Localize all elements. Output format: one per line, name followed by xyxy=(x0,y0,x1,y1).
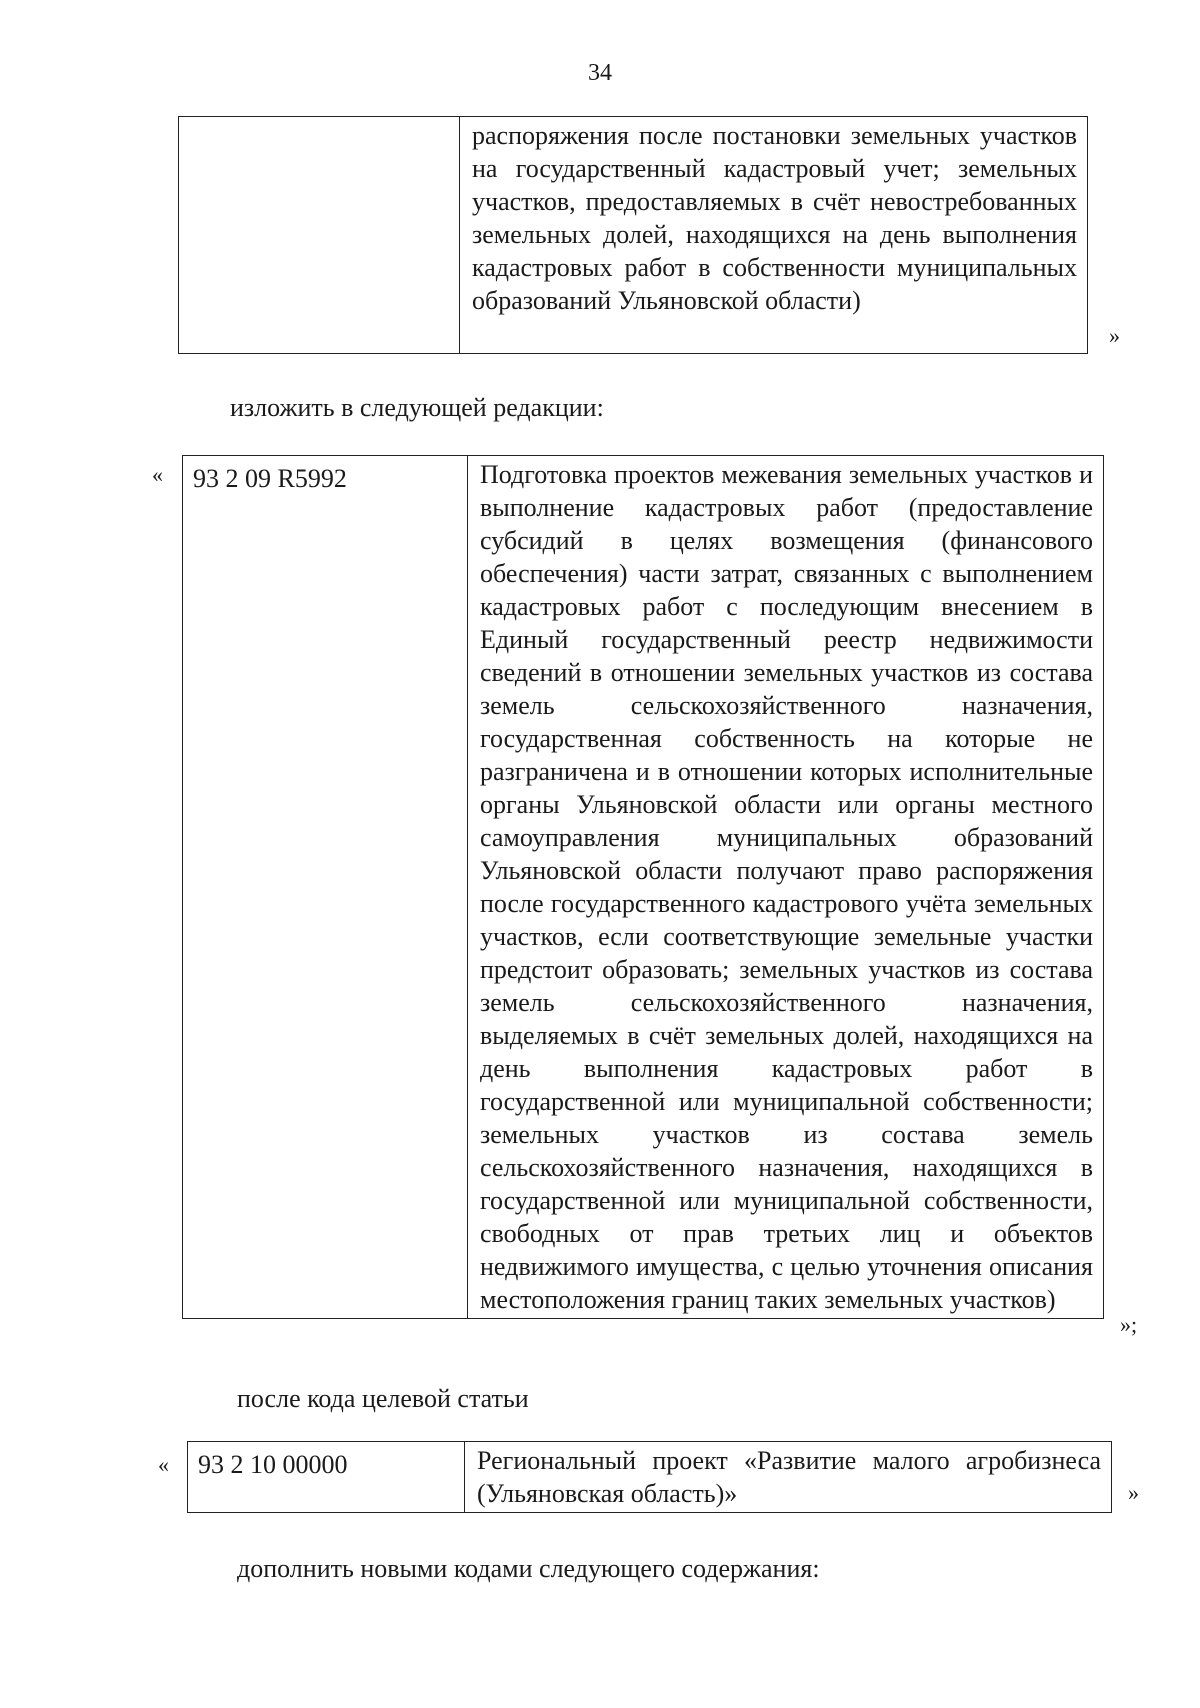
code-cell: 93 2 10 00000 xyxy=(188,1442,465,1513)
closing-quote: »; xyxy=(1120,1312,1138,1337)
page-number: 34 xyxy=(588,60,612,86)
description-cell: распоряжения после постановки земельных участков на государственный кадастровый учет; земельных участков, предоставляемых в счёт невостребованных земельных долей, находящихся на день выполнения кадастровых работ в собственности муниципальных образований Ульяновской области) xyxy=(460,117,1088,354)
description-cell: Подготовка проектов межевания земельных участков и выполнение кадастровых работ (предоставление субсидий в целях возмещения (финансового обеспечения) части затрат, связанных с выполнением кадастровых работ с последующим внесением в Единый государственный реестр недвижимости сведений в отношении земельных участков из состава земель сельскохозяйственного назначения, государственная собственность на которые не разграничена и в отношении которых исполнительные органы Ульяновской области или органы местного самоуправления муниципальных образований Ульяновской области получают право распоряжения после государственного кадастрового учёта земельных участков, если соответствующие земельные участки предстоит образовать; земельных участков из состава земель сельскохозяйственного назначения, выделяемых в счёт земельных долей, находящихся на день выполнения кадастровых работ в государственной или муниципальной собственности; земельных участков из состава земель сельскохозяйственного назначения, находящихся в государственной или муниципальной собственности, свободных от прав третьих лиц и объектов недвижимого имущества, с целью уточнения описания местоположения границ таких земельных участков) xyxy=(468,456,1104,1319)
opening-quote: « xyxy=(152,462,163,487)
table-row xyxy=(188,1442,1112,1513)
target-article-table xyxy=(187,1441,1112,1513)
code-cell: 93 2 09 R5992 xyxy=(183,456,468,1319)
opening-quote: « xyxy=(158,1452,169,1477)
instruction-paragraph: после кода целевой статьи xyxy=(237,1384,529,1413)
table-row xyxy=(183,456,1104,1319)
closing-quote: » xyxy=(1109,323,1120,348)
budget-code-table-new xyxy=(182,455,1104,1319)
closing-quote: » xyxy=(1128,1480,1139,1505)
instruction-paragraph: изложить в следующей редакции: xyxy=(230,393,604,422)
code-cell xyxy=(179,117,460,354)
budget-code-table-continued xyxy=(178,116,1088,354)
table-row xyxy=(179,117,1088,354)
description-cell: Региональный проект «Развитие малого агробизнеса (Ульяновская область)» xyxy=(465,1442,1112,1513)
instruction-paragraph: дополнить новыми кодами следующего содержания: xyxy=(237,1554,820,1583)
